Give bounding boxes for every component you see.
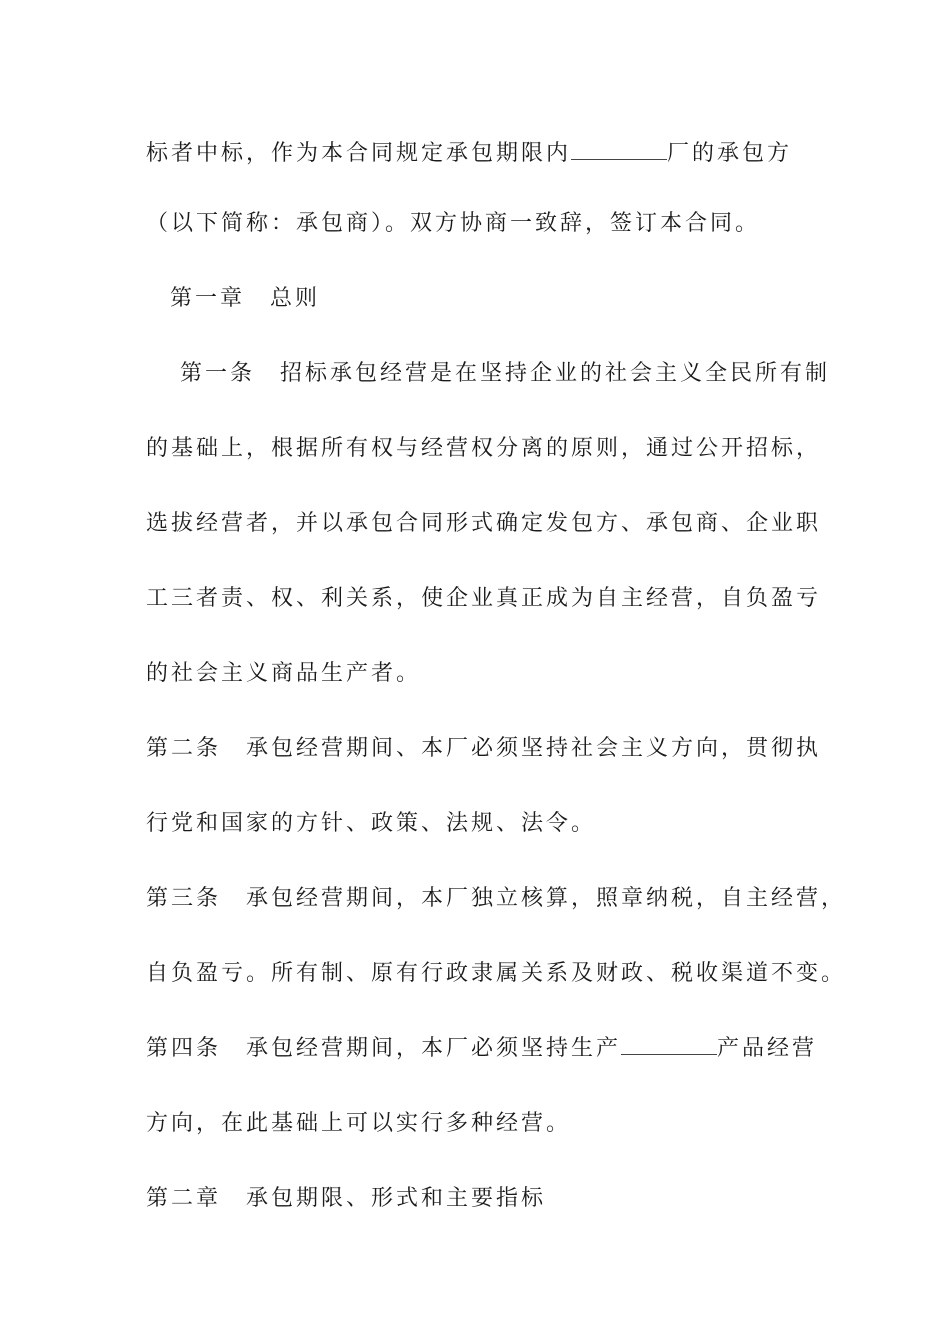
text-line-1 — [146, 139, 792, 169]
text-segment: 厂的承包方 — [667, 141, 793, 166]
fill-in-blank[interactable] — [571, 139, 667, 160]
chapter-heading: 第一章 总则 — [170, 286, 321, 311]
text-line-10: 行党和国家的方针、政策、法规、法令。 — [146, 811, 597, 836]
article-two-line: 第二条 承包经营期间、本厂必须坚持社会主义方向，贯彻执 — [146, 736, 822, 761]
article-four-line — [146, 1034, 817, 1064]
article-three-line: 第三条 承包经营期间，本厂独立核算，照章纳税，自主经营， — [146, 886, 847, 911]
text-line-6: 选拔经营者，并以承包合同形式确定发包方、承包商、企业职 — [146, 511, 822, 536]
article-first-line: 第一条 招标承包经营是在坚持企业的社会主义全民所有制 — [170, 361, 830, 386]
text-line-7: 工三者责、权、利关系，使企业真正成为自主经营，自负盈亏 — [146, 586, 822, 611]
text-line-8: 的社会主义商品生产者。 — [146, 661, 422, 686]
text-segment: 产品经营 — [717, 1036, 818, 1061]
text-segment: 标者中标，作为本合同规定承包期限内 — [146, 141, 572, 166]
fill-in-blank[interactable] — [621, 1034, 717, 1055]
text-line-5: 的基础上，根据所有权与经营权分离的原则，通过公开招标， — [146, 436, 822, 461]
chapter-heading: 第二章 承包期限、形式和主要指标 — [146, 1186, 547, 1211]
text-line-14: 方向，在此基础上可以实行多种经营。 — [146, 1111, 572, 1136]
text-line-12: 自负盈亏。所有制、原有行政隶属关系及财政、税收渠道不变。 — [146, 961, 847, 986]
text-segment: 第四条 承包经营期间，本厂必须坚持生产 — [146, 1036, 622, 1061]
text-line-2: （以下简称：承包商）。双方协商一致辞，签订本合同。 — [146, 211, 761, 236]
